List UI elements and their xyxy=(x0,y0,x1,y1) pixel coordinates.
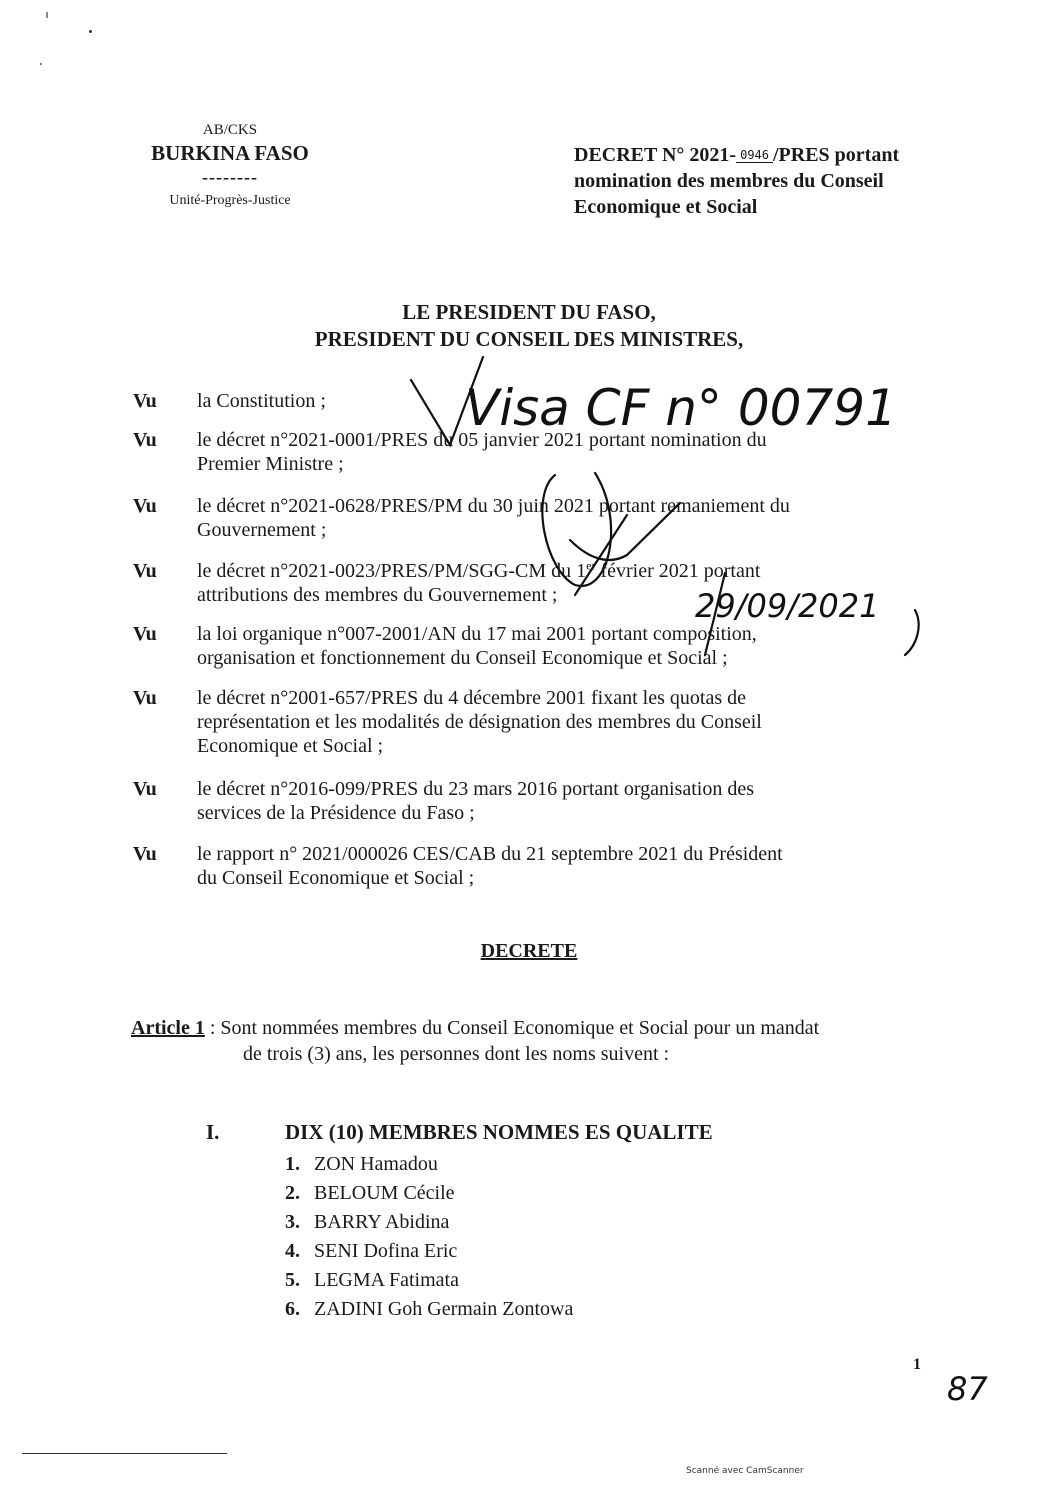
title-line2: PRESIDENT DU CONSEIL DES MINISTRES, xyxy=(314,327,744,351)
visa-label: Vu xyxy=(133,429,157,451)
national-motto: Unité-Progrès-Justice xyxy=(169,193,291,208)
visa-line: services de la Présidence du Faso ; xyxy=(197,802,475,824)
page-number: 1 xyxy=(913,1356,921,1373)
decree-number-stamp: 0946 xyxy=(736,148,773,163)
decree-suffix: /PRES portant xyxy=(773,144,900,166)
decree-heading xyxy=(574,142,994,220)
section-number: I. xyxy=(206,1120,220,1144)
handwriting-stroke xyxy=(575,515,627,595)
decree-prefix: DECRET N° 2021- xyxy=(574,144,737,166)
visa-label: Vu xyxy=(133,778,157,800)
visa-line: organisation et fonctionnement du Conseil Economique et Social ; xyxy=(197,647,728,669)
member-name: SENI Dofina Eric xyxy=(314,1240,458,1262)
initials-handwriting: 87 xyxy=(947,1370,988,1408)
list-item xyxy=(285,1150,573,1179)
header-left-block xyxy=(120,120,340,212)
visa-line-part: février 2021 portant xyxy=(595,560,761,582)
visa-line: Premier Ministre ; xyxy=(197,453,344,475)
visa-line: le décret n°2021-0628/PRES/PM du 30 juin 2021 portant remaniement du xyxy=(197,495,790,517)
visa-line: la Constitution ; xyxy=(197,390,326,412)
list-item xyxy=(285,1179,573,1208)
member-number: 4. xyxy=(285,1240,300,1262)
decree-heading-line1 xyxy=(574,142,994,168)
visa-line: Gouvernement ; xyxy=(197,519,327,541)
member-name: ZON Hamadou xyxy=(314,1153,438,1175)
visa-item xyxy=(133,842,903,890)
visa-line: le décret n°2016-099/PRES du 23 mars 2016 portant organisation des xyxy=(197,778,754,800)
list-item xyxy=(285,1237,573,1266)
member-name: LEGMA Fatimata xyxy=(314,1269,459,1291)
visa-line: le rapport n° 2021/000026 CES/CAB du 21 septembre 2021 du Président xyxy=(197,843,783,865)
country-name: BURKINA FASO xyxy=(151,141,309,165)
ordinal-suffix: er xyxy=(586,558,596,573)
visa-line-part: le décret n°2021-0023/PRES/PM/SGG-CM du 1 xyxy=(197,560,587,582)
handwriting-stroke xyxy=(570,503,680,560)
visa-label: Vu xyxy=(133,560,157,582)
visa-line: la loi organique n°007-2001/AN du 17 mai 2001 portant composition, xyxy=(197,623,757,645)
member-number: 5. xyxy=(285,1269,300,1291)
title-line1: LE PRESIDENT DU FASO, xyxy=(402,300,656,324)
article-text: Sont nommées membres du Conseil Economique et Social pour un mandat xyxy=(220,1017,820,1039)
handwriting-stroke xyxy=(542,473,611,586)
visa-line: le décret n°2021-0001/PRES du 05 janvier 2021 portant nomination du xyxy=(197,429,767,451)
decrete-heading: DECRETE xyxy=(480,940,578,962)
member-number: 6. xyxy=(285,1298,300,1320)
visa-line: du Conseil Economique et Social ; xyxy=(197,867,475,889)
member-number: 1. xyxy=(285,1153,300,1175)
article-label: Article 1 xyxy=(131,1017,205,1039)
visa-line: attributions des membres du Gouvernement ; xyxy=(197,584,558,606)
visa-text xyxy=(197,777,903,825)
decree-heading-line3: Economique et Social xyxy=(574,196,758,218)
scan-speck xyxy=(46,12,48,18)
document-title xyxy=(0,299,1058,353)
visa-line: Economique et Social ; xyxy=(197,735,384,757)
member-name: ZADINI Goh Germain Zontowa xyxy=(314,1298,574,1320)
list-item xyxy=(285,1266,573,1295)
article-1 xyxy=(131,1015,931,1067)
decree-heading-line2: nomination des membres du Conseil xyxy=(574,170,884,192)
member-number: 3. xyxy=(285,1211,300,1233)
member-number: 2. xyxy=(285,1182,300,1204)
visa-label: Vu xyxy=(133,390,157,412)
visa-label: Vu xyxy=(133,623,157,645)
handwriting-stroke xyxy=(905,610,919,655)
header-separator: -------- xyxy=(202,167,258,187)
member-name: BARRY Abidina xyxy=(314,1211,450,1233)
member-name: BELOUM Cécile xyxy=(314,1182,455,1204)
visa-item xyxy=(133,686,903,758)
section-title: DIX (10) MEMBRES NOMMES ES QUALITE xyxy=(285,1120,713,1144)
list-item xyxy=(285,1208,573,1237)
article-1-line1 xyxy=(131,1015,931,1041)
members-list xyxy=(285,1150,573,1324)
visa-line: représentation et les modalités de désignation des membres du Conseil xyxy=(197,711,762,733)
visa-line: le décret n°2001-657/PRES du 4 décembre 2001 fixant les quotas de xyxy=(197,687,746,709)
article-separator: : xyxy=(204,1017,221,1039)
footer-divider xyxy=(22,1453,227,1454)
reference-code: AB/CKS xyxy=(202,122,258,138)
list-item xyxy=(285,1295,573,1324)
scan-speck xyxy=(89,30,92,33)
visa-stamp-handwriting: Visa CF n° 00791 xyxy=(465,379,897,437)
date-handwriting: 29/09/2021 xyxy=(695,587,880,625)
scanner-watermark: Scanné avec CamScanner xyxy=(686,1466,804,1476)
visa-label: Vu xyxy=(133,843,157,865)
visa-label: Vu xyxy=(133,495,157,517)
article-1-line2: de trois (3) ans, les personnes dont les noms suivent : xyxy=(243,1043,670,1065)
visa-label: Vu xyxy=(133,687,157,709)
visa-text xyxy=(197,842,903,890)
handwritten-annotations xyxy=(395,355,935,685)
scan-speck xyxy=(40,63,42,65)
visa-text xyxy=(197,686,903,758)
visa-item xyxy=(133,777,903,825)
